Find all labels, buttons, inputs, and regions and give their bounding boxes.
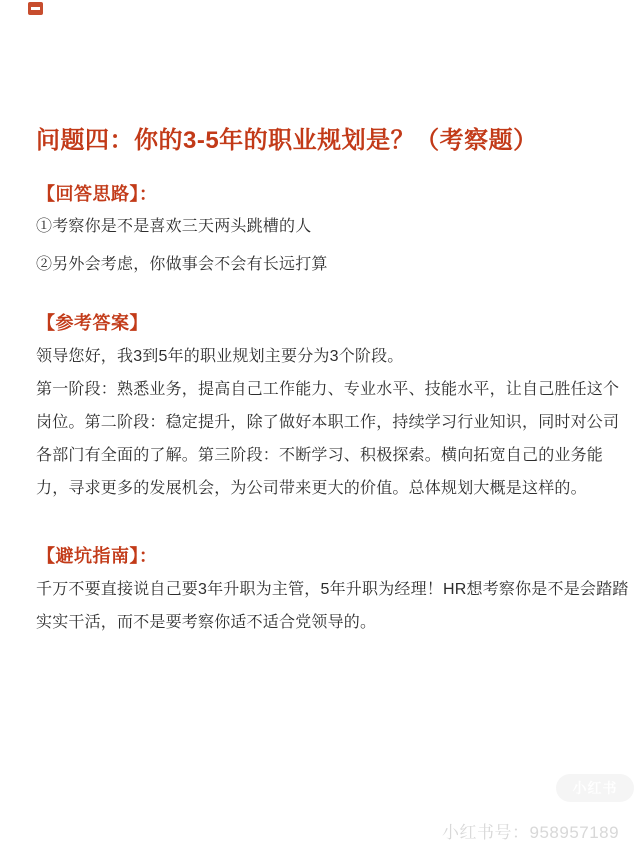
answer-line-4: 各部门有全面的了解。第三阶段：不断学习、积极探索。横向拓宽自己的业务能 — [36, 447, 604, 464]
avoid-line-1: 千万不要直接说自己要3年升职为主管，5年升职为经理！HR想考察你是不是会踏踏 — [36, 581, 629, 598]
section-heading-reference-answer: 【参考答案】 — [37, 313, 148, 333]
xiaohongshu-account-watermark: 小红书号：958957189 — [442, 823, 620, 842]
idea-line-1: ①考察你是不是喜欢三天两头跳槽的人 — [36, 218, 312, 235]
idea-line-2: ②另外会考虑，你做事会不会有长远打算 — [36, 256, 328, 273]
section-body-answer-idea — [36, 208, 621, 284]
section-body-reference-answer — [36, 340, 621, 505]
answer-line-5: 力，寻求更多的发展机会，为公司带来更大的价值。总体规划大概是这样的。 — [36, 480, 587, 497]
section-heading-pitfall-guide: 【避坑指南】： — [37, 546, 158, 566]
section-body-pitfall-guide — [36, 573, 629, 639]
xiaohongshu-logo-label: 小红书 — [572, 780, 618, 796]
section-heading-answer-idea: 【回答思路】： — [37, 184, 158, 204]
red-corner-mark — [28, 2, 43, 15]
avoid-line-2: 实实干活，而不是要考察你适不适合党领导的。 — [36, 614, 377, 631]
answer-line-1: 领导您好，我3到5年的职业规划主要分为3个阶段。 — [36, 348, 404, 365]
answer-line-3: 岗位。第二阶段：稳定提升，除了做好本职工作，持续学习行业知识，同时对公司 — [36, 414, 620, 431]
xiaohongshu-logo-badge — [556, 774, 634, 802]
page-title: 问题四：你的3-5年的职业规划是？（考察题） — [36, 127, 538, 155]
answer-line-2: 第一阶段：熟悉业务，提高自己工作能力、专业水平、技能水平，让自己胜任这个 — [36, 381, 620, 398]
